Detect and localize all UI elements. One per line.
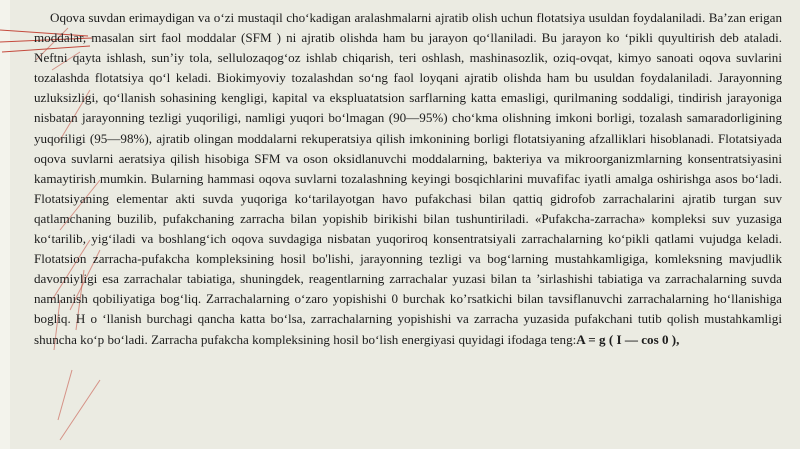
body-paragraph	[34, 8, 782, 350]
energy-formula: A = g ( I — cos 0 ),	[576, 331, 680, 347]
accent-line	[58, 370, 72, 420]
accent-line	[60, 380, 100, 440]
left-edge-stripe	[0, 0, 10, 449]
body-text-box	[34, 8, 782, 350]
body-text: Oqova suvdan erimaydigan va o‘zi mustaqil cho‘kadigan aralashmalarni ajratib olish uchun flotatsiya usuldan foydalaniladi. Ba’zan erigan moddalar, masalan sirt faol moddalar (SFM ) ni ajratib olishda ham bu jarayon qo‘llaniladi. Bu jarayon ko ‘pikli quyultirish deb ataladi. Neftni qayta ishlash, sun’iy tola, sellulozaqog‘oz ishlab chiqarish, teri oshlash, mashinasozlik, oziq-ovqat, kimyo sanoati oqova suvlarini tozalashda flotatsiya qo‘l keladi. Biokimyoviy tozalashdan so‘ng faol loyqani ajratib olishda ham bu usuldan foydalaniladi. Jarayonning uzluksizligi, qo‘llanish sohasining kengligi, kapital va ekspluatatsion sarflarning katta emasligi, qurilmaning soddaligi, tindirish jarayoniga nisbatan jarayonning tezligi yuqoriligi, namligi yuqori bo‘lmagan (90—95%) cho‘kma olishning imkoni borligi, tozalash samaradorligining yuqoriligi (95—98%), ajratib olingan moddalarni rekuperatsiya qilish imkonining borligi flotatsiyaning afzalliklari hisoblanadi. Flotatsiyada oqova suvlarni aeratsiya qilish hisobiga SFM va oson oksidlanuvchi moddalarning, bakteriya va mikroorganizmlarning konsentratsiyasini kamaytirish mumkin. Bularning hammasi oqova suvlarni tozalashning keyingi bosqichlarini muvafifac iyatli amalga oshirishga asos bo‘ladi. Flotatsiyaning elementar akti suvda yuqoriga ko‘tarilayotgan havo pufakchasi bilan qattiq gidrofob zarrachalarini ajratib turgan suv qatlamchaning buzilib, pufakchaning zarracha bilan yopishib birikishi bilan tushuntiriladi. «Pufakcha-zarracha» kompleksi suv yuzasiga ko‘tarilib, yig‘iladi va boshlang‘ich oqova suvdagiga nisbatan yuqoriroq konsentratsiyali zarrachalarning ko‘pikli qatlami vujudga keladi. Flotatsion zarracha-pufakcha kompleksining hosil bo'lishi, jarayonning tezligi va bog‘larning mustahkamligiga, komleksning mavjudlik davomiyligi esa zarrachalar tabiatiga, shuningdek, reagentlarning zarrachalar yuzasi bilan ta ’sirlashishi tabiatiga va zarrachalarning suvda namlanish qobiliyatiga bog‘liq. Zarrachalarning o‘zaro yopishishi 0 burchak ko’rsatkichi bilan tavsiflanuvchi zarrachalarning ho‘llanishiga bogliq. H o ‘llanish burchagi qancha katta bo‘lsa, zarrachalarning yopishishi va zarracha yuzasida pufakchani tutib qolish mustahkamligi shuncha ko‘p bo‘ladi. Zarracha pufakcha kompleksining hosil bo‘lish energiyasi quyidagi ifodaga teng:	[34, 10, 782, 347]
